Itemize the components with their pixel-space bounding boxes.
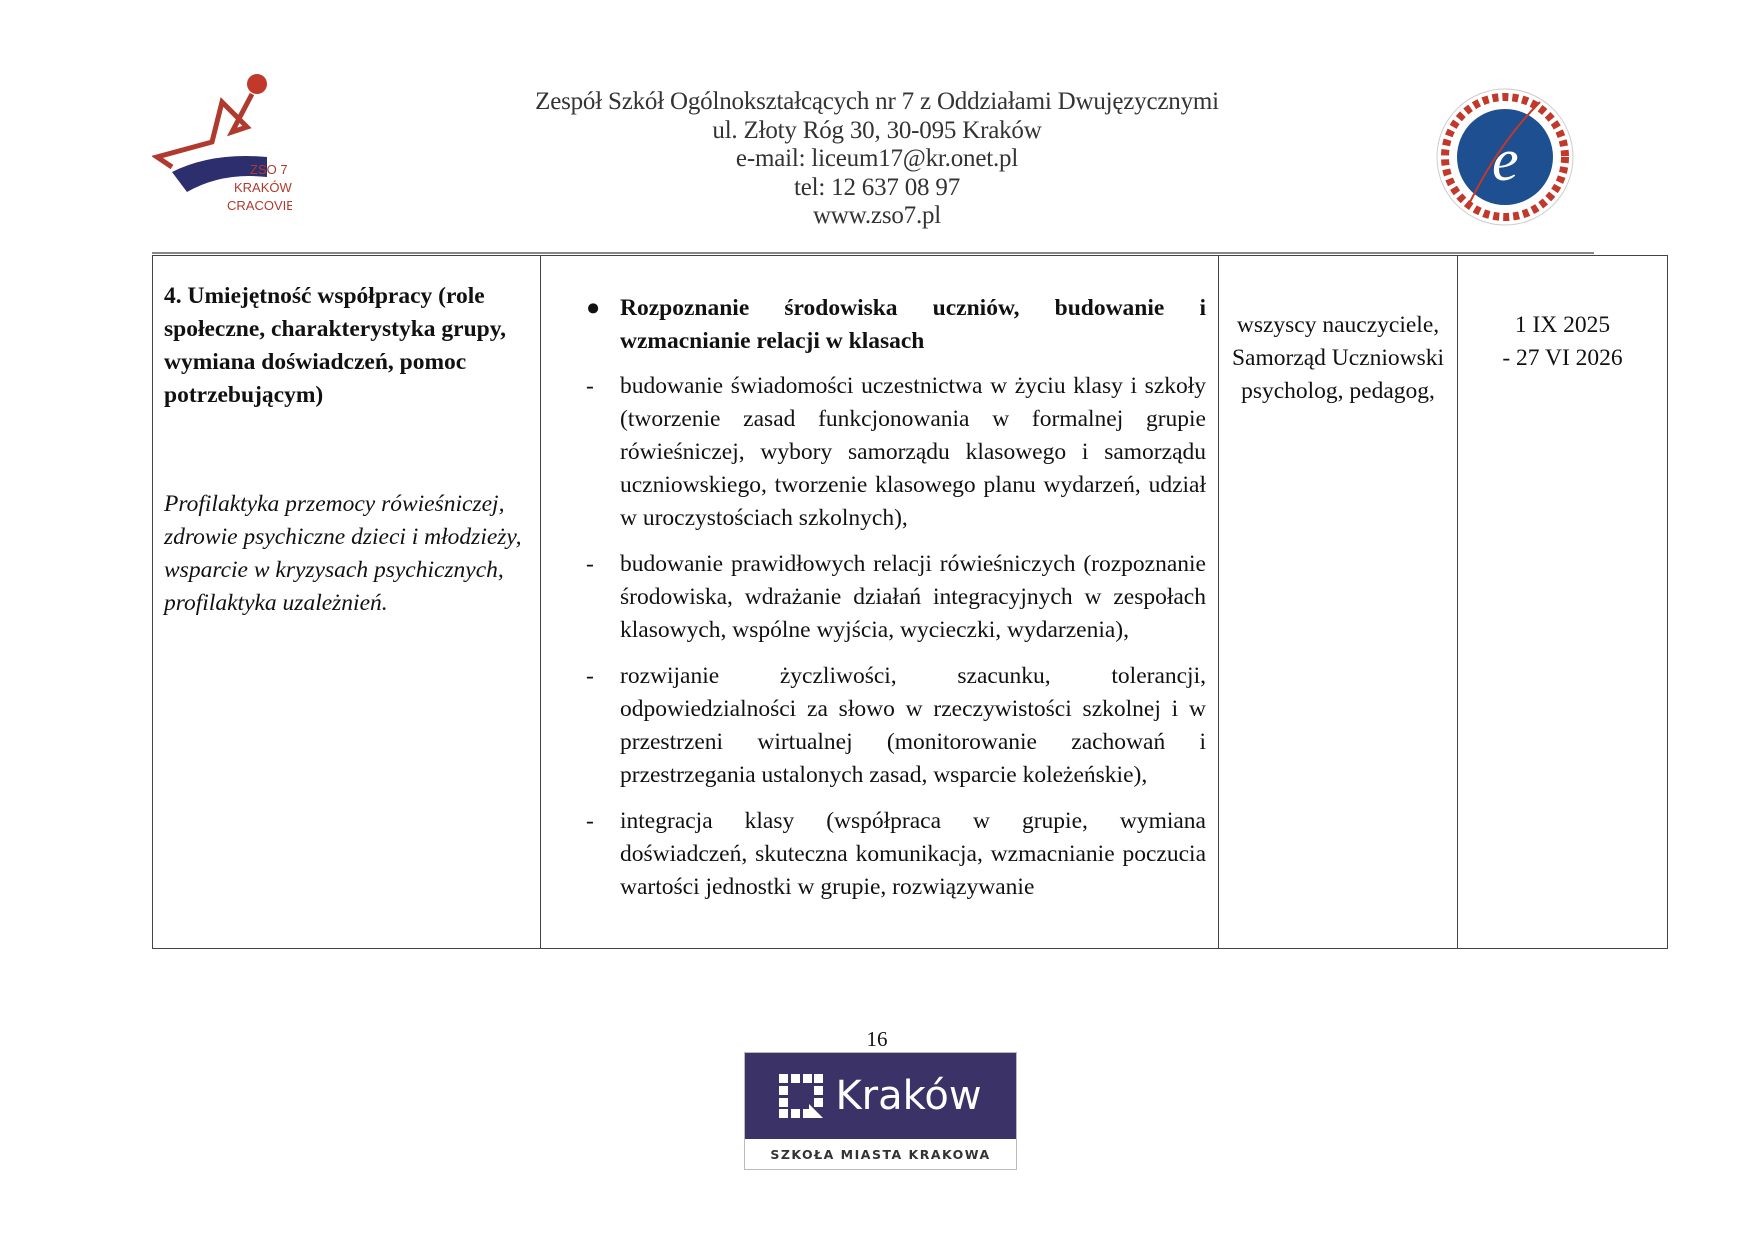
logo-text: KRAKÓW	[234, 180, 292, 195]
dash-icon: -	[586, 373, 594, 399]
list-item-text: budowanie prawidłowych relacji rówieśniczych (rozpoznanie środowiska, wdrażanie działań integracyjnych w zespołach klasowych, wspólne wyjścia, wycieczki, wydarzenia),	[620, 551, 1206, 643]
krakow-wordmark: Kraków	[835, 1073, 982, 1119]
svg-text:e: e	[1492, 127, 1519, 193]
school-email: e-mail: liceum17@kr.onet.pl	[735, 145, 1019, 172]
list-item	[586, 805, 1206, 904]
date-cell	[1458, 256, 1668, 949]
labelfranceducation-logo	[1430, 82, 1580, 232]
list-item-text: budowanie świadomości uczestnictwa w życiu klasy i szkoły (tworzenie zasad funkcjonowania w formalnej grupie rówieśniczej, wybory samorządu klasowego i samorządu uczniowskiego, tworzenie klasowego planu wydarzeń, udział w uroczystościach szkolnych),	[620, 373, 1206, 531]
page-number: 16	[866, 1027, 888, 1051]
list-item-text: integracja klasy (współpraca w grupie, wymiana doświadczeń, skuteczna komunikacja, wzmacnianie poczucia wartości jednostki w grupie, rozwiązywanie	[620, 808, 1206, 900]
school-phone: tel: 12 637 08 97	[793, 173, 961, 201]
logo-text: ZSO 7	[250, 162, 288, 177]
area-title: 4. Umiejętność współpracy (role społeczne, charakterystyka grupy, wymiana doświadczeń, pomoc potrzebującym)	[164, 283, 507, 408]
list-item-text: rozwijanie życzliwości, szacunku, tolerancji, odpowiedzialności za słowo w rzeczywistości szkolnej i w przestrzeni wirtualnej (monitorowanie zachowań i przestrzegania ustalonych zasad, wsparcie koleżeńskie),	[620, 663, 1206, 788]
dash-icon: -	[586, 551, 594, 577]
krakow-grid-icon	[779, 1074, 823, 1118]
list-item	[586, 370, 1206, 535]
plan-table	[152, 255, 1668, 949]
school-address: ul. Złoty Róg 30, 30-095 Kraków	[712, 116, 1042, 144]
dash-icon: -	[586, 663, 594, 689]
logo-text: CRACOVIE	[227, 198, 292, 213]
list-item	[586, 660, 1206, 792]
dash-icon: -	[586, 808, 594, 834]
table-row	[153, 256, 1668, 949]
krakow-tagline: SZKOŁA MIASTA KRAKOWA	[770, 1147, 991, 1162]
task-heading-text: Rozpoznanie środowiska uczniów, budowanie i wzmacnianie relacji w klasach	[620, 295, 1206, 354]
date-end: - 27 VI 2026	[1502, 345, 1623, 371]
tasks-cell	[541, 256, 1219, 949]
krakow-logo	[744, 1052, 1017, 1170]
area-cell	[153, 256, 541, 949]
list-item	[586, 548, 1206, 647]
school-website: www.zso7.pl	[812, 202, 942, 229]
area-topics: Profilaktyka przemocy rówieśniczej, zdrowie psychiczne dzieci i młodzieży, wsparcie w kryzysach psychicznych, profilaktyka uzależnień.	[164, 491, 522, 616]
bullet-icon: ●	[586, 295, 601, 321]
task-heading	[586, 292, 1206, 358]
responsible-cell	[1219, 256, 1458, 949]
header-divider	[152, 252, 1594, 254]
school-name: Zespół Szkół Ogólnokształcących nr 7 z Oddziałami Dwujęzycznymi	[535, 88, 1219, 115]
date-start: 1 IX 2025	[1514, 312, 1611, 338]
responsible-text: wszyscy nauczyciele, Samorząd Uczniowski psycholog, pedagog,	[1231, 312, 1445, 404]
